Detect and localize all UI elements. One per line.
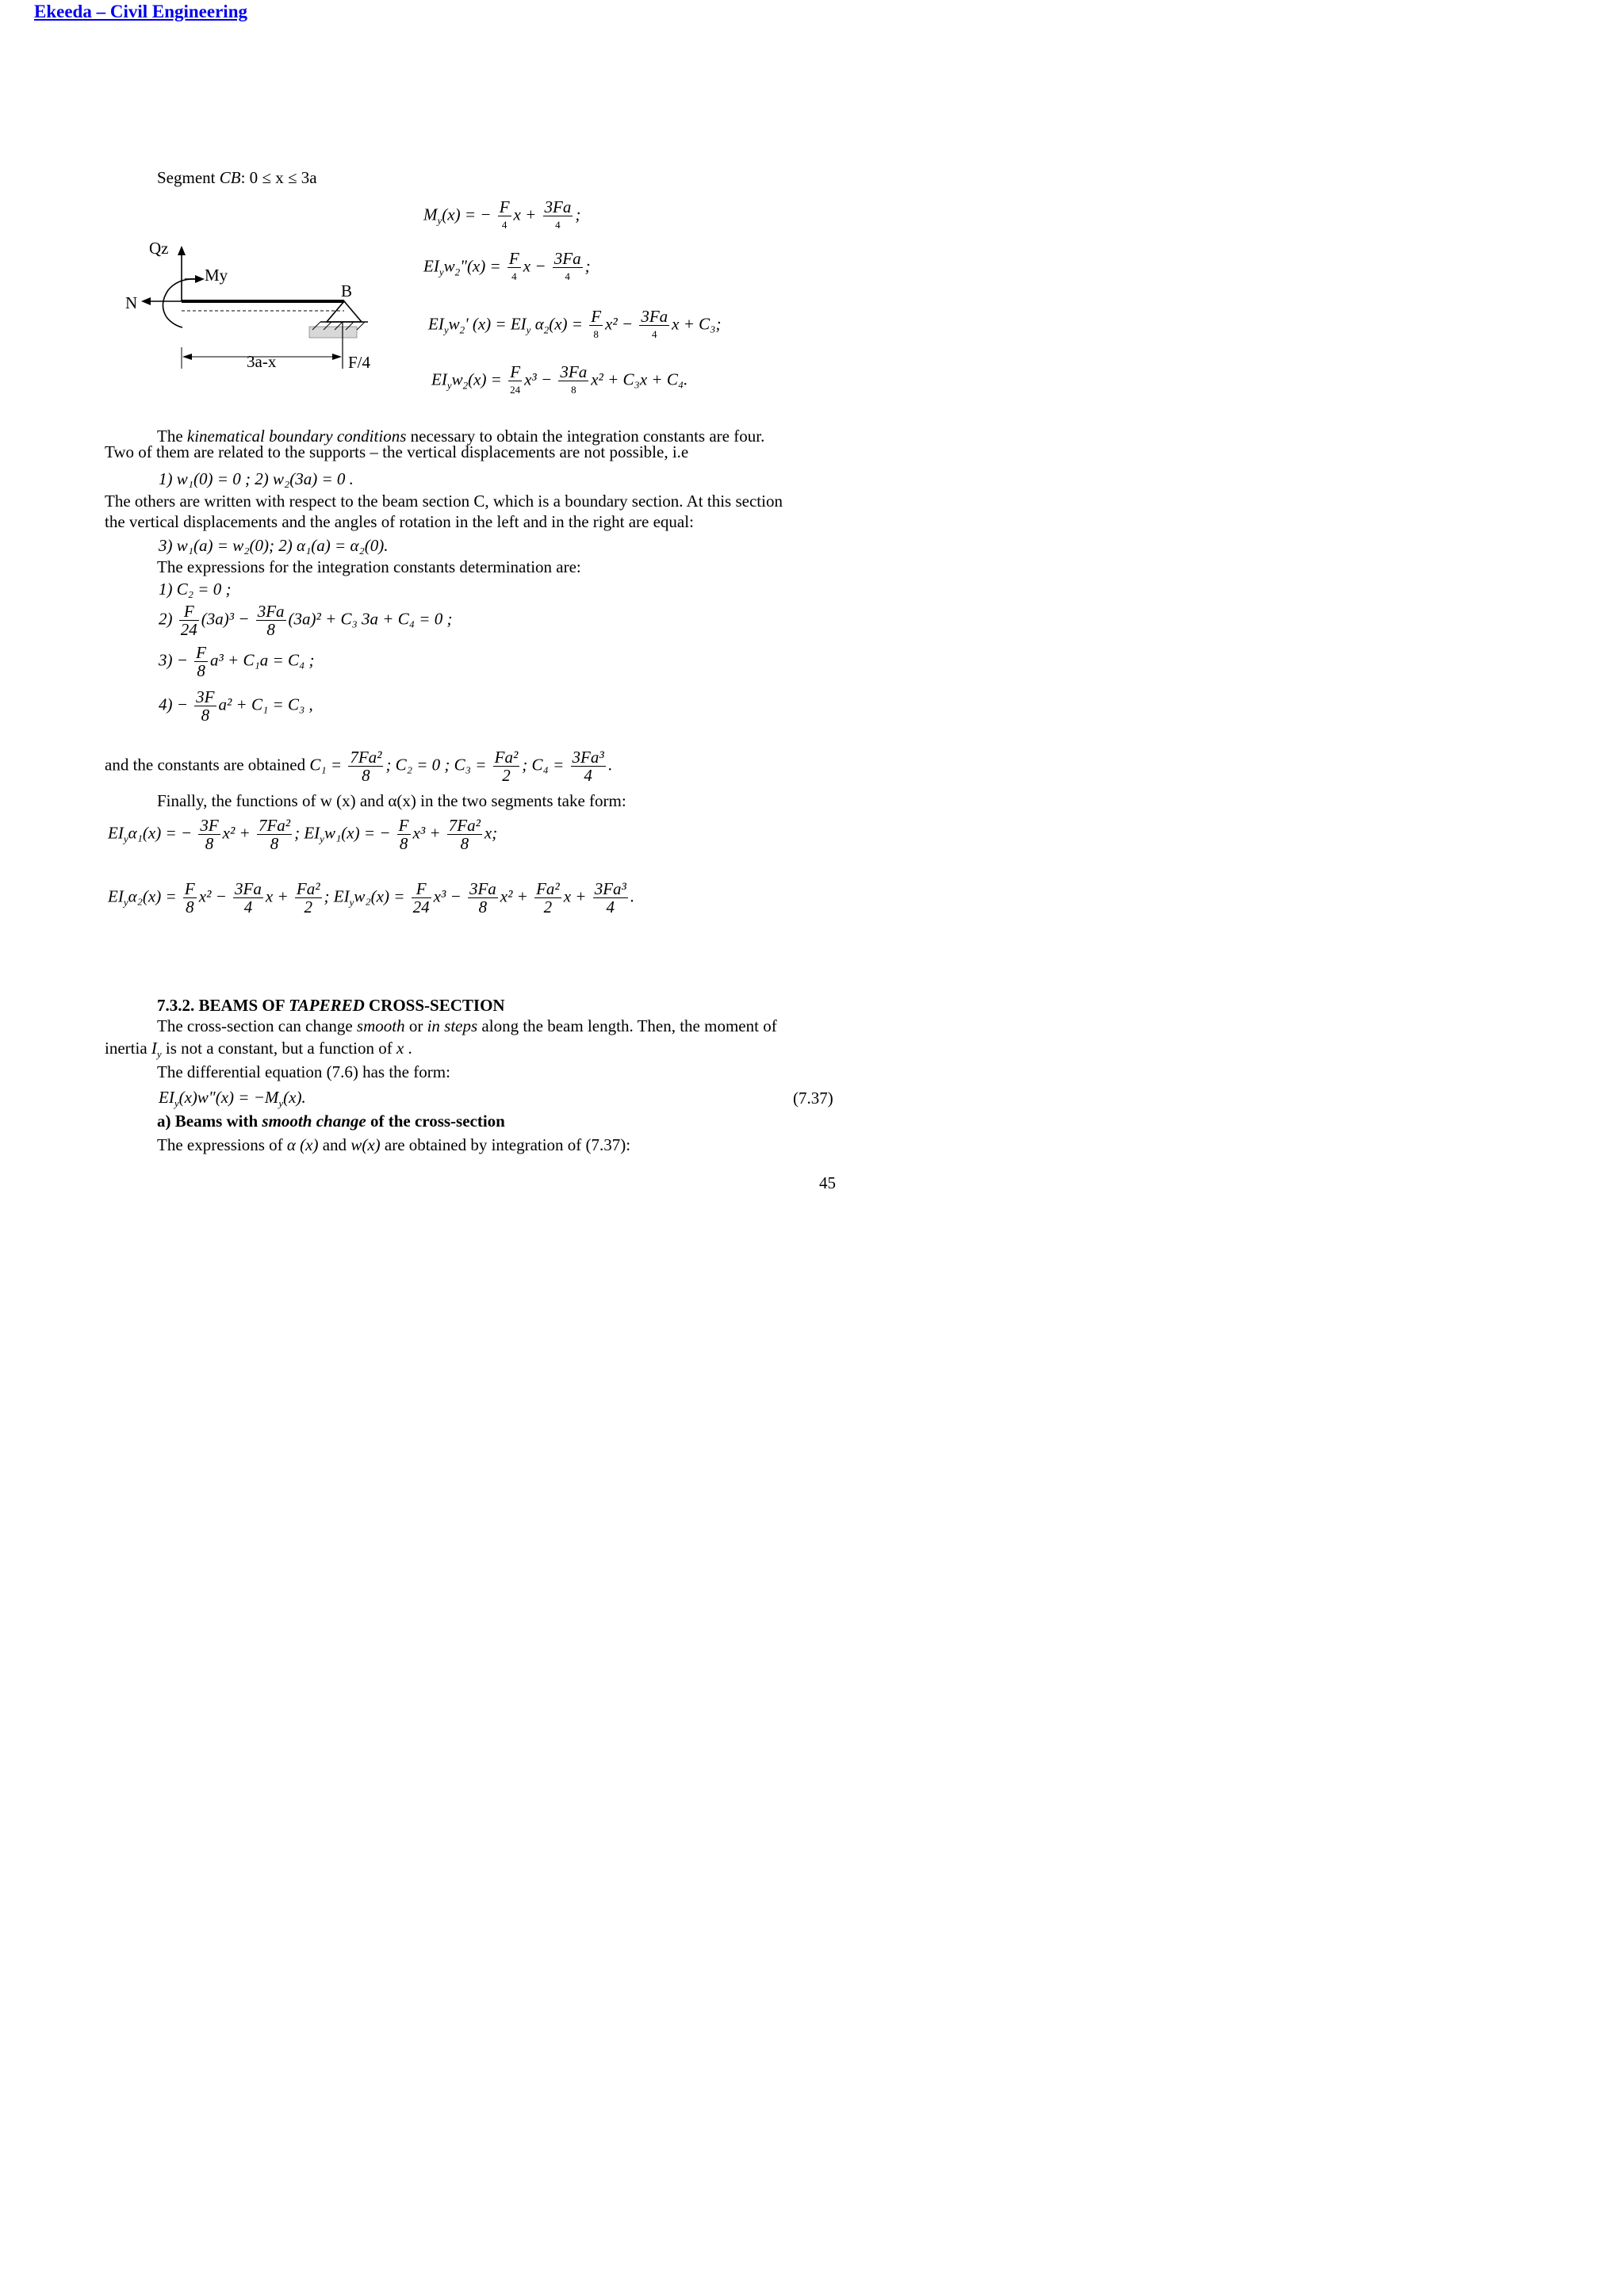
para-line-1: The kinematical boundary conditions necessary to obtain the integration constants are four.: [157, 427, 765, 446]
header-title[interactable]: Ekeeda – Civil Engineering: [34, 2, 247, 21]
segment-line: [157, 168, 317, 187]
support-ground: [309, 327, 357, 338]
constant-eq-4: 4) − $\frac{3F}{8}$ a² + C₁ = C₃ ,: [159, 687, 313, 725]
constant-eq-3: 3) − $\frac{F}{8}$ a³ + C₁a = C₄ ;: [159, 643, 315, 680]
para-line-4: The others are written with respect to the beam section C, which is a boundary section. At this section: [105, 492, 783, 511]
differential-equation: $EI_y(x)w"(x) = -M_y(x)$.: [159, 1088, 306, 1110]
final-eq-segment-2: $EI_y\alpha_2(x)$ = $\frac{F}{8}$ x² − $\frac{3Fa}{4}$ x + $\frac{\text{Fa²}}{2}$ ; $EI_yw_2(x)$ = $\frac{F}{24}$ x³ − $\frac{3Fa}{8}$ x² + $\frac{\text{Fa²}}{2}$ x + $\frac{\text{3Fa³}}{4}$ .: [108, 879, 635, 916]
section-line-5: The expressions of α (x) and w(x) are obtained by integration of (7.37):: [157, 1135, 631, 1154]
para-line-2: Two of them are related to the supports – the vertical displacements are not possible, i.e: [105, 442, 689, 461]
para-line-7: The expressions for the integration constants determination are:: [157, 557, 581, 576]
para-line-5: the vertical displacements and the angles of rotation in the left and in the right are equal:: [105, 512, 694, 531]
label-b: B: [341, 281, 353, 300]
section-line-3: The differential equation (7.6) has the form:: [157, 1062, 450, 1081]
label-my: My: [205, 266, 228, 285]
eq-deflection: $EI_yw_2(x)$ = F 24 x³ − 3Fa 8 x² + C₃x + C₄.: [431, 362, 688, 396]
boundary-eq-2: 3) w₁(a) = w₂(0); 2) α₁(a) = α₂(0).: [159, 536, 389, 555]
eq-moment: $M_y(x)$ = − F 4 x + 3Fa 4 ;: [423, 197, 581, 231]
boundary-eq-1: 1) w₁(0) = 0 ; 2) w₂(3a) = 0 .: [159, 469, 354, 488]
label-qz: Qz: [149, 239, 169, 258]
section-line-1: The cross-section can change smooth or in steps along the beam length. Then, the moment of: [157, 1016, 777, 1035]
constant-eq-1: 1) C₂ = 0 ;: [159, 580, 232, 599]
hatch-5: [357, 322, 365, 330]
segment-name: CB: [219, 168, 241, 187]
segment-range: : 0 ≤ x ≤ 3a: [240, 168, 317, 187]
label-dimension: 3a-x: [247, 352, 277, 371]
constants-result: and the constants are obtained C₁ = $\frac{\text{7Fa²}}{8}$ ; C₂ = 0 ; C₃ = $\frac{\text{Fa²}}{2}$ ; C₄ = $\frac{\text{3Fa³}}{4}$ .: [105, 748, 612, 785]
final-eq-segment-1: $EI_y\alpha_1(x)$ = − $\frac{3F}{8}$ x² + $\frac{\text{7Fa²}}{8}$ ; $EI_yw_1(x)$ = − $\frac{F}{8}$ x³ + $\frac{\text{7Fa²}}{8}$ x;: [108, 816, 498, 853]
n-arrowhead: [141, 297, 151, 305]
dim-arrow-left: [182, 354, 192, 360]
dim-arrow-right: [332, 354, 342, 360]
subsection-heading: a) Beams with smooth change of the cross-section: [157, 1112, 505, 1131]
section-line-2: inertia $I_y$ is not a constant, but a function of x .: [105, 1039, 412, 1061]
eq-curvature: $EI_yw_2"(x)$ = F 4 x − 3Fa 4 ;: [423, 249, 591, 282]
final-functions-intro: Finally, the functions of w (x) and α(x) in the two segments take form:: [157, 791, 626, 810]
section-heading: 7.3.2. BEAMS OF TAPERED CROSS-SECTION: [157, 996, 505, 1015]
pin-support: [327, 301, 362, 322]
my-arrowhead: [195, 275, 205, 283]
qz-arrowhead: [178, 246, 186, 255]
my-moment-arc: [163, 279, 198, 327]
equation-number: (7.37): [793, 1089, 833, 1108]
segment-label: Segment: [157, 168, 220, 187]
eq-slope: $EI_yw_2'$ $(x) = EI_y$ $\alpha_2(x)$ = F 8 x² − 3Fa 4 x + C₃;: [428, 307, 722, 340]
page-number: 45: [819, 1173, 836, 1192]
label-n: N: [125, 293, 138, 312]
label-reaction: F/4: [348, 353, 371, 372]
constant-eq-2: 2) $\frac{F}{24}$ (3a)³ − $\frac{3Fa}{8}$ (3a)² + C₃ 3a + C₄ = 0 ;: [159, 602, 453, 639]
